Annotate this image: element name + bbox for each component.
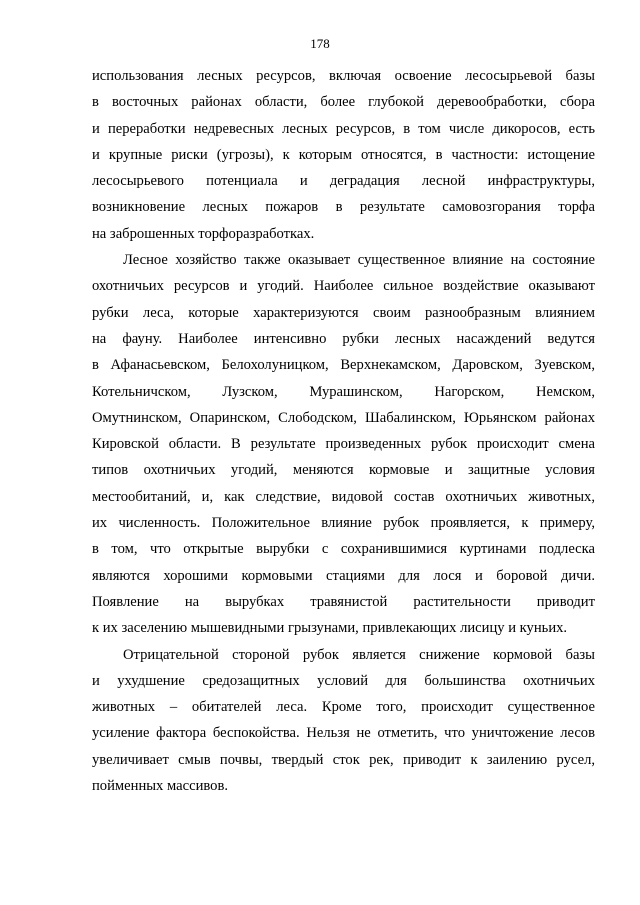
text-line: и крупные риски (угрозы), к которым относятся, в частности: истощение: [92, 146, 595, 163]
text-line: Появление на вырубках травянистой растительности приводит: [92, 593, 595, 610]
body-text: [92, 63, 595, 799]
text-line: на заброшенных торфоразработках.: [92, 225, 315, 242]
text-line: усиление фактора беспокойства. Нельзя не отметить, что уничтожение лесов: [92, 725, 595, 742]
text-line: местообитаний, и, как следствие, видовой состав охотничьих животных,: [92, 488, 595, 505]
text-line: увеличивает смыв почвы, твердый сток рек, приводит к заилению русел,: [92, 751, 595, 768]
text-line: типов охотничьих угодий, меняются кормовые и защитные условия: [92, 462, 595, 479]
text-line: Отрицательной стороной рубок является снижение кормовой базы: [123, 646, 595, 663]
text-line: в восточных районах области, более глубокой деревообработки, сбора: [92, 94, 595, 111]
paragraph-1: [92, 63, 595, 247]
paragraph-3: [92, 642, 595, 800]
text-line: и ухудшение средозащитных условий для большинства охотничьих: [92, 672, 595, 689]
text-line: в Афанасьевском, Белохолуницком, Верхнекамском, Даровском, Зуевском,: [92, 357, 595, 374]
text-line: на фауну. Наиболее интенсивно рубки лесных насаждений ведутся: [92, 330, 595, 347]
page-number: 178: [310, 36, 330, 51]
text-line: охотничьих ресурсов и угодий. Наиболее сильное воздействие оказывают: [92, 278, 595, 295]
text-line: возникновение лесных пожаров в результате самовозгорания торфа: [92, 199, 595, 216]
text-line: их численность. Положительное влияние рубок проявляется, к примеру,: [92, 515, 595, 532]
text-line: лесосырьевого потенциала и деградация лесной инфраструктуры,: [92, 173, 595, 190]
text-line: рубки леса, которые характеризуются своим разнообразным влиянием: [92, 304, 595, 321]
text-line: Котельничском, Лузском, Мурашинском, Нагорском, Немском,: [92, 383, 595, 400]
paragraph-2: [92, 247, 595, 641]
text-line: Омутнинском, Опаринском, Слободском, Шабалинском, Юрьянском районах: [92, 409, 595, 426]
text-line: использования лесных ресурсов, включая освоение лесосырьевой базы: [92, 68, 595, 84]
text-line: пойменных массивов.: [92, 778, 229, 795]
text-line: животных – обитателей леса. Кроме того, происходит существенное: [92, 699, 595, 716]
text-line: являются хорошими кормовыми стациями для лося и боровой дичи.: [92, 567, 595, 584]
text-line: Кировской области. В результате произведенных рубок происходит смена: [92, 436, 595, 453]
text-line: Лесное хозяйство также оказывает существенное влияние на состояние: [123, 252, 595, 269]
text-line: в том, что открытые вырубки с сохранившимися куртинами подлеска: [92, 541, 595, 558]
text-line: к их заселению мышевидными грызунами, привлекающих лисицу и куньих.: [92, 620, 568, 637]
text-line: и переработки недревесных лесных ресурсов, в том числе дикоросов, есть: [92, 120, 595, 137]
